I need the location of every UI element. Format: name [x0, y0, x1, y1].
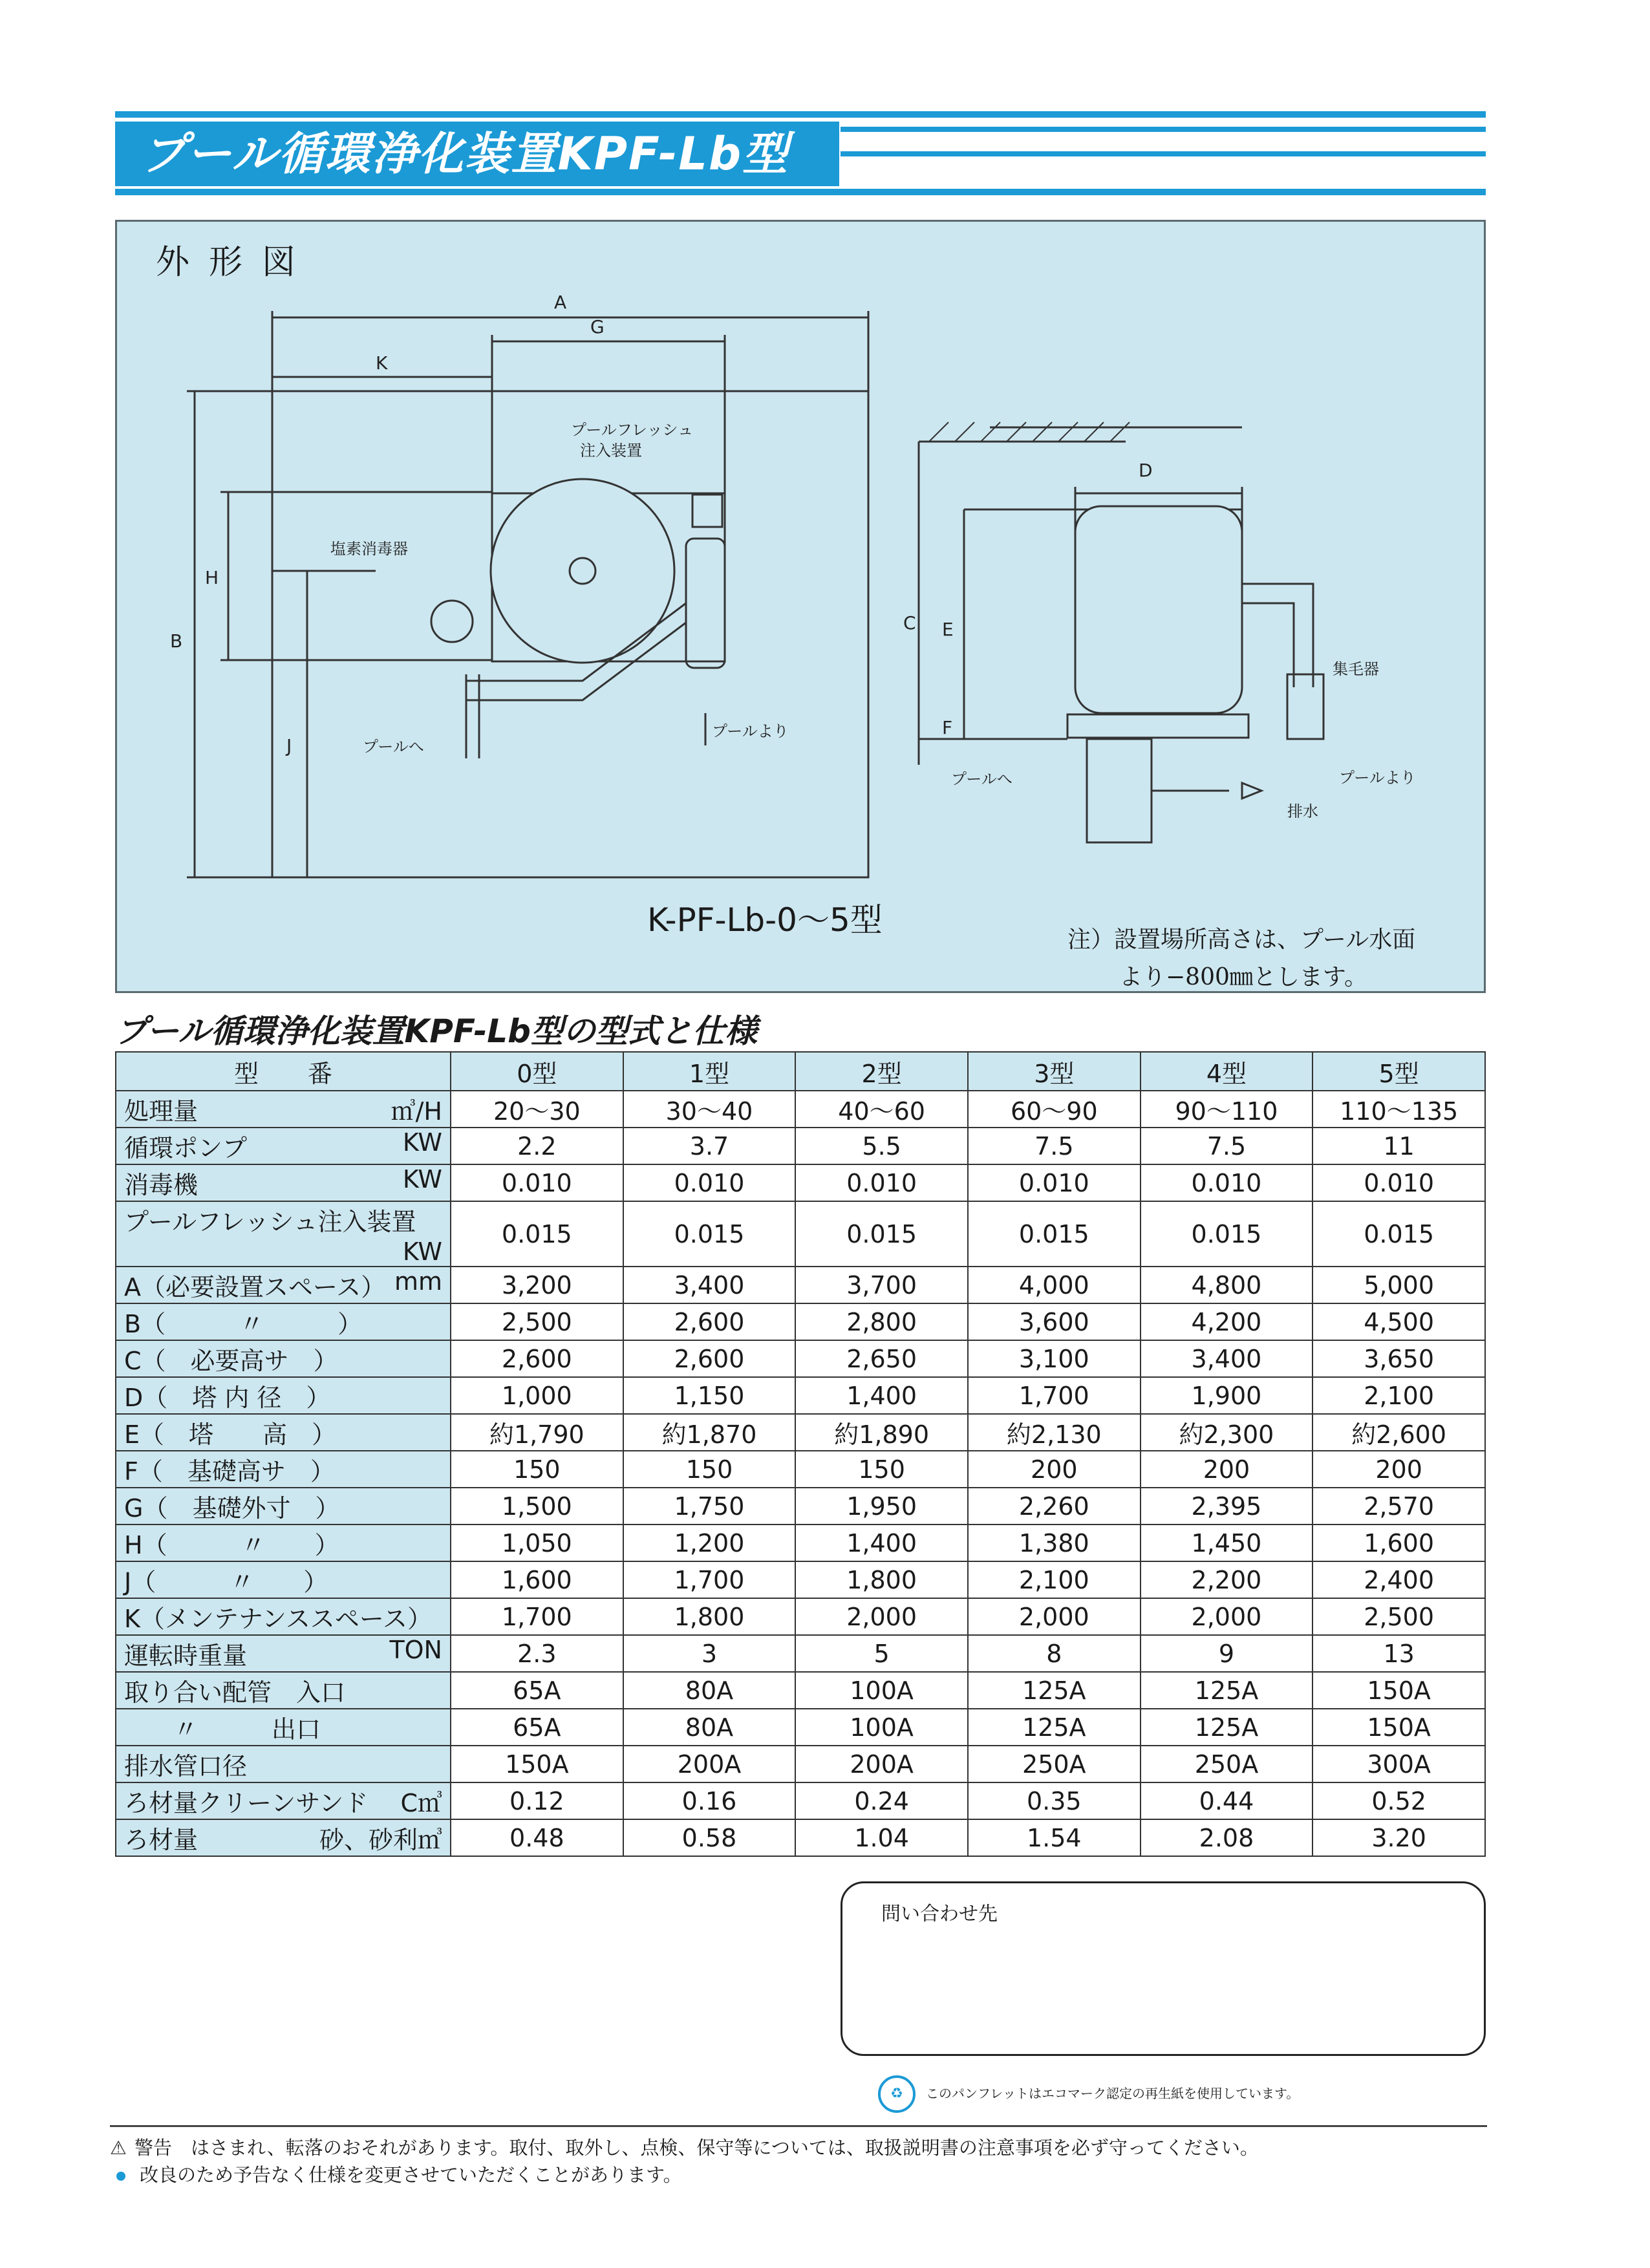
model-number-header: 型 番: [116, 1052, 451, 1091]
outline-drawing: [117, 222, 1484, 991]
table-row: [116, 1091, 1485, 1128]
installation-note-line-2: より−800㎜とします。: [1119, 964, 1367, 990]
table-cell: 5.5: [795, 1128, 968, 1164]
table-cell: 1,200: [623, 1524, 796, 1561]
row-label: [116, 1635, 451, 1672]
dim-label-d: D: [1139, 460, 1153, 481]
table-row: [116, 1524, 1485, 1561]
table-cell: 2,100: [968, 1561, 1141, 1598]
table-cell: 1,600: [1312, 1524, 1485, 1561]
model-header: 5型: [1312, 1052, 1485, 1091]
table-row: [116, 1672, 1485, 1709]
row-label: [116, 1164, 451, 1201]
row-label: [116, 1377, 451, 1414]
table-cell: 1,050: [451, 1524, 623, 1561]
table-row: [116, 1340, 1485, 1377]
table-cell: 150: [623, 1451, 796, 1488]
row-label: [116, 1340, 451, 1377]
dim-label-j: J: [286, 735, 292, 756]
table-cell: 0.015: [1312, 1201, 1485, 1267]
table-cell: 65A: [451, 1672, 623, 1709]
table-row: [116, 1164, 1485, 1201]
table-cell: 0.010: [1141, 1164, 1313, 1201]
table-cell: 2,600: [623, 1303, 796, 1340]
table-cell: 4,500: [1312, 1303, 1485, 1340]
table-cell: 0.010: [451, 1164, 623, 1201]
hair-catcher: [1287, 674, 1323, 739]
table-cell: 0.010: [623, 1164, 796, 1201]
warning-triangle-icon: ⚠: [110, 2137, 127, 2159]
model-header: 3型: [968, 1052, 1141, 1091]
model-header: 1型: [623, 1052, 796, 1091]
row-label-name: E（ 塔 高 ）: [124, 1420, 337, 1449]
table-cell: 125A: [1141, 1672, 1313, 1709]
filter-tank-top-view: [491, 479, 674, 663]
table-cell: 125A: [968, 1709, 1141, 1746]
filter-tank-side-view: [1075, 506, 1242, 713]
chlorinator-label: 塩素消毒器: [330, 540, 408, 558]
table-cell: 2.08: [1141, 1819, 1313, 1856]
hair-catcher-label: 集毛器: [1333, 660, 1379, 678]
table-row: [116, 1414, 1485, 1451]
table-cell: 0.015: [451, 1201, 623, 1267]
table-cell: 90〜110: [1141, 1091, 1313, 1128]
contact-box: [841, 1881, 1486, 2056]
table-cell: 1,900: [1141, 1377, 1313, 1414]
table-cell: 1,800: [795, 1561, 968, 1598]
header-stripe-3: [841, 151, 1486, 156]
outline-drawing-heading: 外形図: [156, 243, 316, 282]
spec-table: [115, 1051, 1486, 1857]
row-label: [116, 1414, 451, 1451]
row-label: [116, 1746, 451, 1782]
table-cell: 2,200: [1141, 1561, 1313, 1598]
table-cell: 150A: [451, 1746, 623, 1782]
row-label-unit: KW: [402, 1165, 442, 1193]
table-cell: 2,600: [623, 1340, 796, 1377]
table-cell: 3: [623, 1635, 796, 1672]
table-row: [116, 1709, 1485, 1746]
table-cell: 0.015: [623, 1201, 796, 1267]
table-cell: 1,400: [795, 1377, 968, 1414]
table-cell: 0.24: [795, 1782, 968, 1819]
dim-label-e: E: [942, 619, 954, 640]
table-cell: 13: [1312, 1635, 1485, 1672]
table-cell: 0.010: [1312, 1164, 1485, 1201]
model-header: 0型: [451, 1052, 623, 1091]
table-cell: 1,150: [623, 1377, 796, 1414]
header-stripe-top: [115, 111, 1486, 118]
row-label-name: 〃 出口: [124, 1715, 321, 1744]
table-cell: 0.48: [451, 1819, 623, 1856]
table-cell: 2.2: [451, 1128, 623, 1164]
table-cell: 11: [1312, 1128, 1485, 1164]
table-cell: 5: [795, 1635, 968, 1672]
table-row: [116, 1746, 1485, 1782]
bullet-icon: [116, 2172, 125, 2181]
contact-title: 問い合わせ先: [881, 1903, 998, 1925]
table-cell: 0.010: [968, 1164, 1141, 1201]
table-cell: 3,600: [968, 1303, 1141, 1340]
row-label-name: B（ 〃 ）: [124, 1310, 363, 1338]
table-cell: 80A: [623, 1672, 796, 1709]
table-cell: 1,700: [623, 1561, 796, 1598]
table-cell: 1,700: [968, 1377, 1141, 1414]
table-cell: 3.7: [623, 1128, 796, 1164]
warning-text: 警告 はさまれ、転落のおそれがあります。取付、取外し、点検、保守等については、取扱説明書の注意事項を必ず守ってください。: [134, 2137, 1259, 2159]
table-cell: 200A: [795, 1746, 968, 1782]
table-cell: 40〜60: [795, 1091, 968, 1128]
table-cell: 2,395: [1141, 1488, 1313, 1524]
table-cell: 150: [451, 1451, 623, 1488]
table-cell: 5,000: [1312, 1267, 1485, 1303]
row-label: [116, 1782, 451, 1819]
row-label-name: F（ 基礎高サ ）: [124, 1457, 335, 1486]
table-cell: 約1,870: [623, 1414, 796, 1451]
footer-divider: [110, 2125, 1487, 2127]
table-cell: 30〜40: [623, 1091, 796, 1128]
table-row: [116, 1782, 1485, 1819]
table-cell: 3,400: [1141, 1340, 1313, 1377]
row-label: [116, 1091, 451, 1128]
table-cell: 2,000: [968, 1598, 1141, 1635]
row-label-name: C（ 必要高サ ）: [124, 1347, 338, 1375]
table-cell: 4,000: [968, 1267, 1141, 1303]
table-cell: 0.58: [623, 1819, 796, 1856]
row-label: [116, 1451, 451, 1488]
table-cell: 2,000: [1141, 1598, 1313, 1635]
table-cell: 2,500: [451, 1303, 623, 1340]
row-label-name: H（ 〃 ）: [124, 1531, 339, 1559]
row-label-name: ろ材量: [124, 1826, 198, 1854]
row-label-unit: 砂、砂利㎥: [319, 1826, 442, 1854]
row-label-unit: KW: [402, 1128, 442, 1157]
table-row: [116, 1128, 1485, 1164]
row-label-unit: ㎥/H: [391, 1097, 442, 1126]
dim-label-c: C: [903, 612, 916, 634]
table-cell: 8: [968, 1635, 1141, 1672]
row-label: [116, 1709, 451, 1746]
from-pool-label-side: プールより: [1339, 769, 1416, 787]
dim-label-f: F: [942, 717, 953, 738]
row-label-name: A（必要設置スペース）: [124, 1273, 386, 1301]
to-pool-label: プールへ: [363, 738, 424, 756]
row-label: [116, 1819, 451, 1856]
table-cell: 0.35: [968, 1782, 1141, 1819]
table-cell: 1,380: [968, 1524, 1141, 1561]
table-cell: 1,800: [623, 1598, 796, 1635]
model-header: 4型: [1141, 1052, 1313, 1091]
row-label-name: プールフレッシュ注入装置: [124, 1208, 416, 1236]
table-cell: 3,700: [795, 1267, 968, 1303]
table-row: [116, 1819, 1485, 1856]
table-cell: 110〜135: [1312, 1091, 1485, 1128]
table-cell: 100A: [795, 1672, 968, 1709]
table-cell: 3,200: [451, 1267, 623, 1303]
dim-label-b: B: [170, 630, 183, 652]
table-cell: 7.5: [1141, 1128, 1313, 1164]
table-cell: 1,750: [623, 1488, 796, 1524]
row-label: [116, 1672, 451, 1709]
row-label-name: K（メンテナンススペース）: [124, 1605, 432, 1633]
spec-table-heading: プール循環浄化装置KPF-Lb型の型式と仕様: [115, 1012, 757, 1050]
to-pool-label-side: プールへ: [951, 770, 1012, 788]
table-cell: 約2,130: [968, 1414, 1141, 1451]
header-stripe-2: [841, 127, 1486, 132]
table-row: [116, 1201, 1485, 1267]
table-row: [116, 1267, 1485, 1303]
table-cell: 0.010: [795, 1164, 968, 1201]
row-label: [116, 1598, 451, 1635]
row-label: [116, 1561, 451, 1598]
table-cell: 150A: [1312, 1709, 1485, 1746]
table-row: [116, 1377, 1485, 1414]
table-cell: 0.015: [1141, 1201, 1313, 1267]
table-cell: 0.44: [1141, 1782, 1313, 1819]
dim-label-k: K: [376, 352, 388, 374]
table-cell: 200: [968, 1451, 1141, 1488]
row-label-name: 取り合い配管 入口: [124, 1678, 346, 1707]
flush-injector-label-2: 注入装置: [580, 442, 642, 460]
flush-injector: [692, 495, 722, 527]
row-label-unit: KW: [402, 1237, 442, 1266]
row-label: [116, 1267, 451, 1303]
table-cell: 200A: [623, 1746, 796, 1782]
row-label-name: 循環ポンプ: [124, 1134, 248, 1162]
table-cell: 0.015: [795, 1201, 968, 1267]
table-cell: 1,450: [1141, 1524, 1313, 1561]
table-cell: 300A: [1312, 1746, 1485, 1782]
table-cell: 2,260: [968, 1488, 1141, 1524]
table-cell: 125A: [1141, 1709, 1313, 1746]
table-cell: 9: [1141, 1635, 1313, 1672]
flush-injector-label-1: プールフレッシュ: [571, 421, 694, 439]
table-cell: 3,400: [623, 1267, 796, 1303]
table-cell: 150: [795, 1451, 968, 1488]
table-cell: 1,600: [451, 1561, 623, 1598]
page-title: プール循環浄化装置KPF-Lb型: [115, 122, 839, 186]
row-label-name: 処理量: [124, 1097, 198, 1126]
row-label-name: D（ 塔 内 径 ）: [124, 1384, 331, 1412]
table-row: [116, 1303, 1485, 1340]
spec-table-body: [116, 1091, 1485, 1856]
table-cell: 125A: [968, 1672, 1141, 1709]
table-cell: 200: [1312, 1451, 1485, 1488]
table-row: [116, 1488, 1485, 1524]
spec-change-note-text: 改良のため予告なく仕様を変更させていただくことがあります。: [140, 2164, 682, 2186]
table-cell: 約1,790: [451, 1414, 623, 1451]
table-cell: 2.3: [451, 1635, 623, 1672]
spec-change-note: [116, 2161, 682, 2187]
table-cell: 100A: [795, 1709, 968, 1746]
dim-label-a: A: [554, 292, 567, 313]
table-cell: 250A: [968, 1746, 1141, 1782]
table-cell: 2,000: [795, 1598, 968, 1635]
table-cell: 2,570: [1312, 1488, 1485, 1524]
table-cell: 1.54: [968, 1819, 1141, 1856]
table-row: [116, 1635, 1485, 1672]
table-row: [116, 1598, 1485, 1635]
warning-line: [110, 2134, 1259, 2160]
table-cell: 1,700: [451, 1598, 623, 1635]
spec-header-row: [116, 1052, 1485, 1091]
table-cell: 0.015: [968, 1201, 1141, 1267]
table-cell: 20〜30: [451, 1091, 623, 1128]
header-stripe-bottom: [115, 189, 1486, 195]
row-label: [116, 1128, 451, 1164]
row-label: [116, 1201, 451, 1267]
row-label: [116, 1524, 451, 1561]
pump: [686, 539, 725, 668]
table-cell: 0.52: [1312, 1782, 1485, 1819]
table-cell: 1.04: [795, 1819, 968, 1856]
table-cell: 1,400: [795, 1524, 968, 1561]
row-label: [116, 1488, 451, 1524]
row-label-name: G（ 基礎外寸 ）: [124, 1494, 340, 1523]
row-label-unit: mm: [394, 1267, 442, 1296]
table-row: [116, 1561, 1485, 1598]
eco-mark-icon: ♻: [878, 2075, 916, 2113]
table-cell: 2,100: [1312, 1377, 1485, 1414]
table-cell: 2,800: [795, 1303, 968, 1340]
row-label-name: 運転時重量: [124, 1642, 248, 1670]
outline-drawing-panel: [115, 220, 1486, 993]
eco-mark-text: このパンフレットはエコマーク認定の再生紙を使用しています。: [926, 2086, 1300, 2101]
table-cell: 3,650: [1312, 1340, 1485, 1377]
table-cell: 150A: [1312, 1672, 1485, 1709]
table-cell: 200: [1141, 1451, 1313, 1488]
table-cell: 4,800: [1141, 1267, 1313, 1303]
table-cell: 3,100: [968, 1340, 1141, 1377]
table-cell: 7.5: [968, 1128, 1141, 1164]
table-cell: 0.12: [451, 1782, 623, 1819]
row-label-unit: C㎥: [400, 1789, 442, 1817]
table-cell: 2,500: [1312, 1598, 1485, 1635]
dim-label-g: G: [590, 316, 605, 337]
table-cell: 1,000: [451, 1377, 623, 1414]
table-cell: 1,500: [451, 1488, 623, 1524]
table-cell: 約1,890: [795, 1414, 968, 1451]
row-label-name: 排水管口径: [124, 1752, 248, 1781]
table-cell: 4,200: [1141, 1303, 1313, 1340]
table-cell: 3.20: [1312, 1819, 1485, 1856]
drain-label: 排水: [1287, 802, 1318, 820]
table-cell: 2,650: [795, 1340, 968, 1377]
table-cell: 2,400: [1312, 1561, 1485, 1598]
table-cell: 2,600: [451, 1340, 623, 1377]
table-cell: 60〜90: [968, 1091, 1141, 1128]
chlorinator: [431, 601, 473, 642]
table-cell: 約2,300: [1141, 1414, 1313, 1451]
table-cell: 250A: [1141, 1746, 1313, 1782]
table-cell: 1,950: [795, 1488, 968, 1524]
from-pool-label: プールより: [712, 722, 789, 740]
table-row: [116, 1451, 1485, 1488]
row-label-name: 消毒機: [124, 1171, 198, 1199]
table-cell: 0.16: [623, 1782, 796, 1819]
table-cell: 80A: [623, 1709, 796, 1746]
installation-note: [1067, 921, 1415, 996]
model-header: 2型: [795, 1052, 968, 1091]
table-cell: 65A: [451, 1709, 623, 1746]
side-foundation: [1067, 714, 1248, 738]
row-label: [116, 1303, 451, 1340]
drain-pit: [1087, 739, 1152, 842]
model-range-label: K-PF-Lb-0〜5型: [647, 901, 883, 939]
dim-label-h: H: [205, 567, 219, 588]
row-label-unit: TON: [389, 1636, 442, 1664]
row-label-name: J（ 〃 ）: [124, 1568, 328, 1596]
table-cell: 約2,600: [1312, 1414, 1485, 1451]
row-label-name: ろ材量クリーンサンド: [124, 1789, 369, 1817]
installation-note-line-1: 注）設置場所高さは、プール水面: [1067, 926, 1416, 953]
